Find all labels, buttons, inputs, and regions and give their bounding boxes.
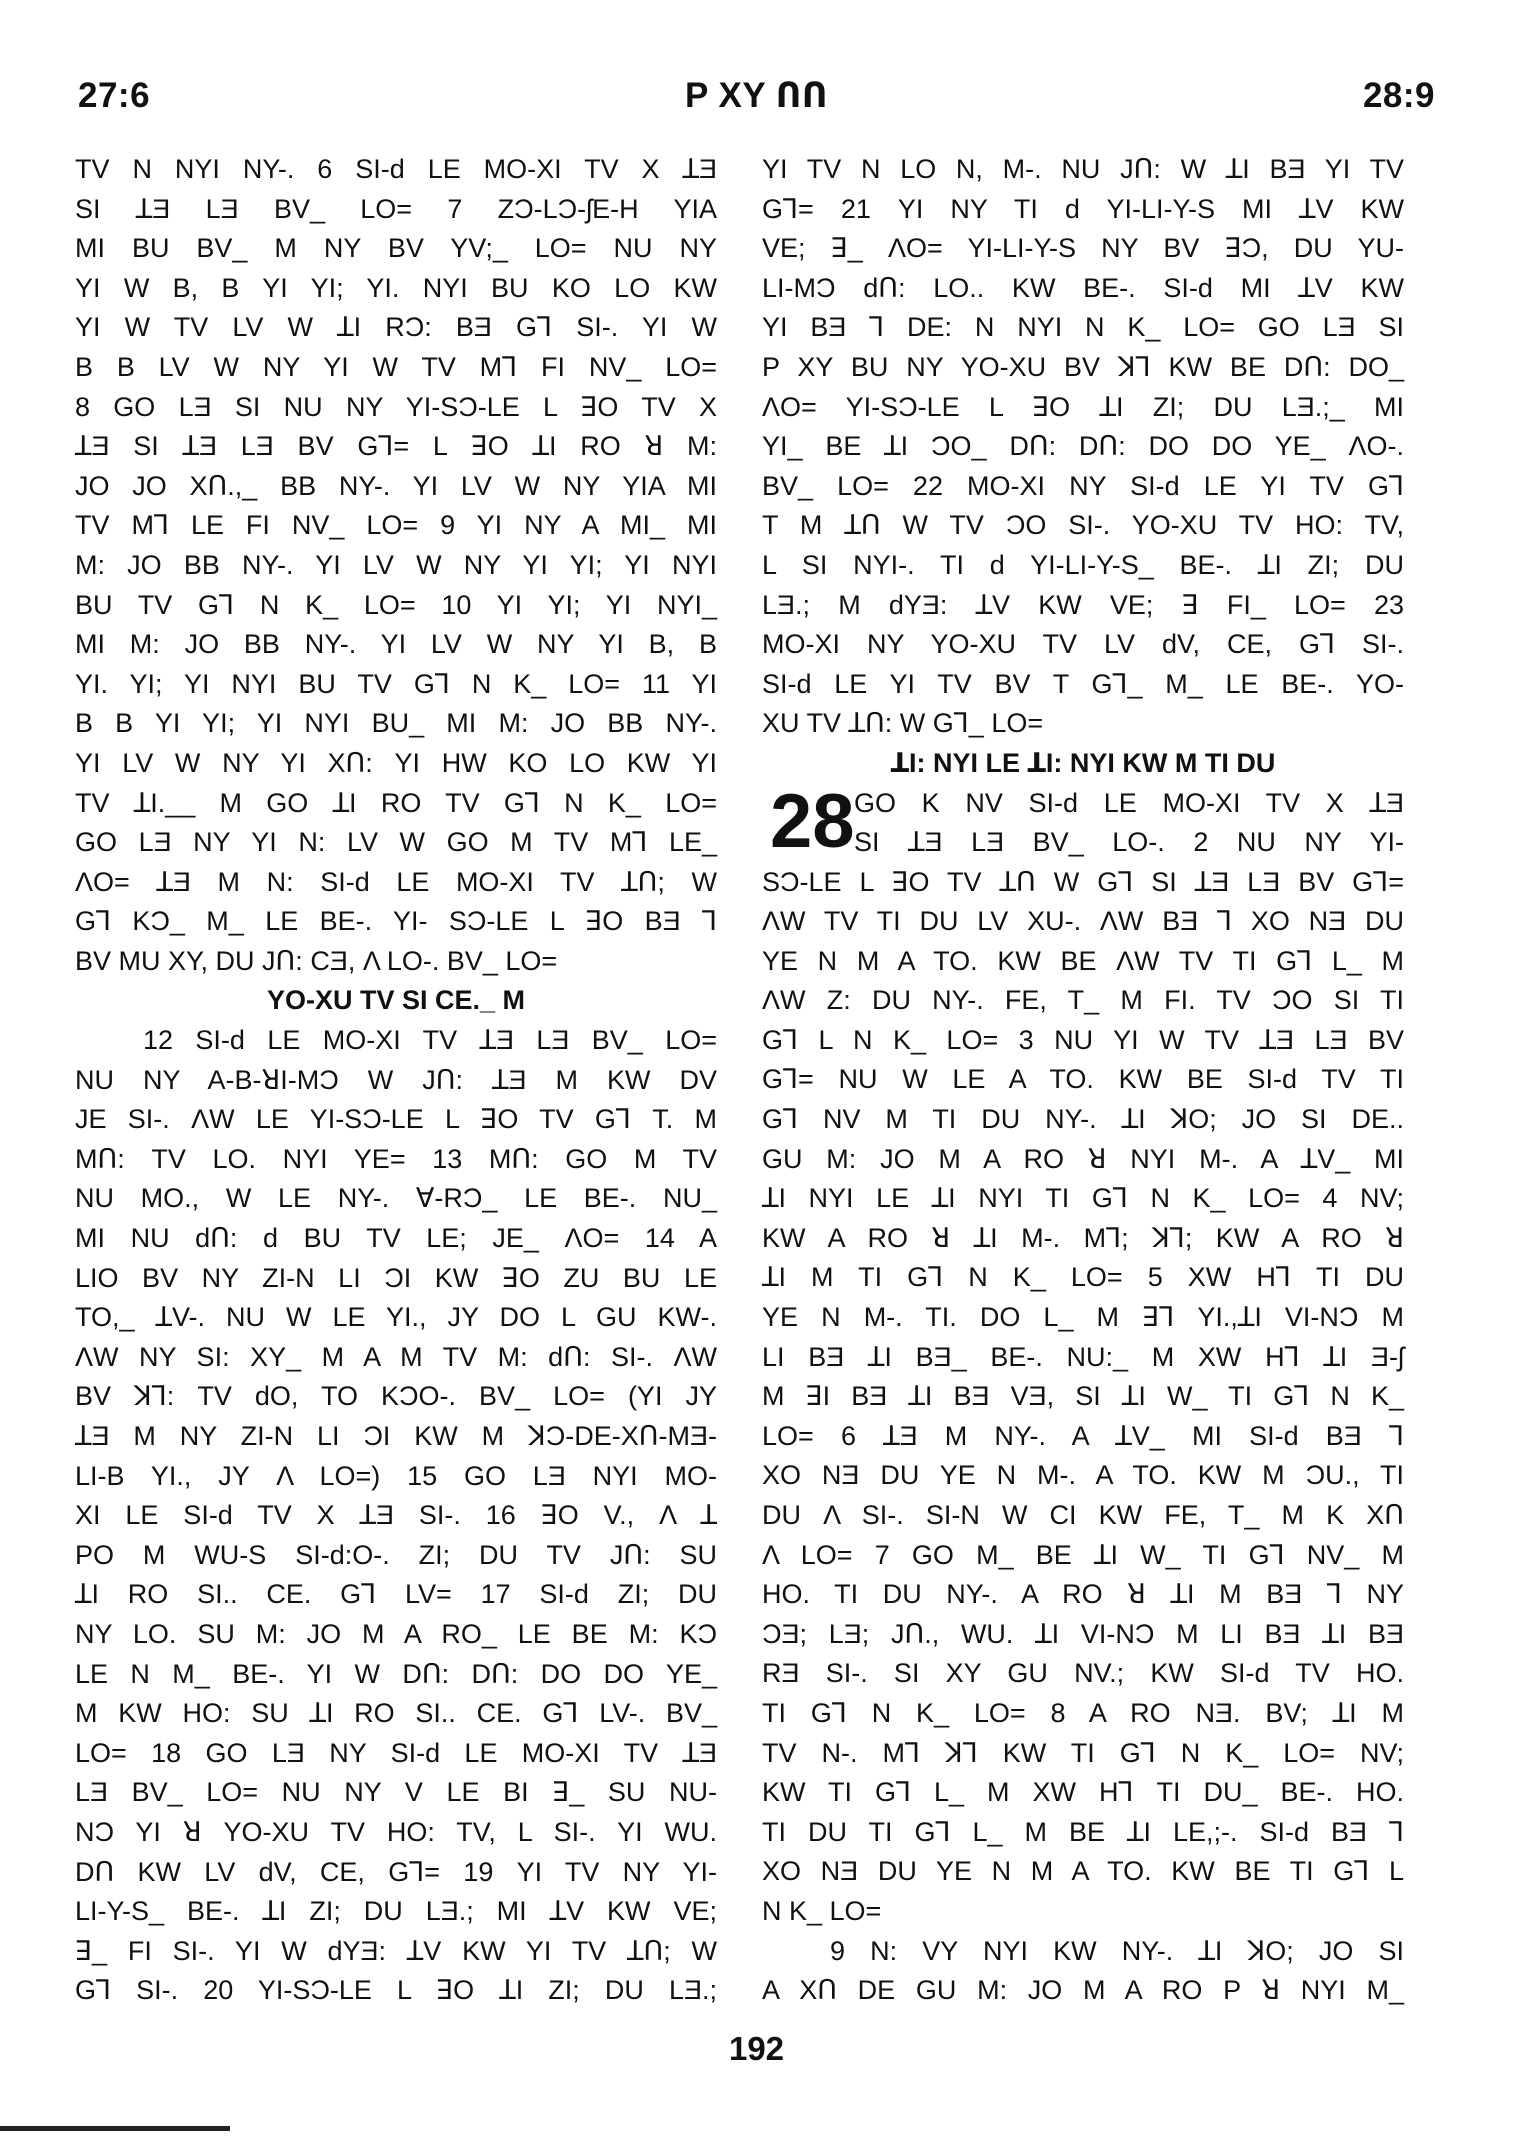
text-line: ꓕƎ SI ꓕƎ LƎ BV Gꓶ= L ꓱO ꓕI RO ꓤ M: <box>75 431 717 462</box>
chapter-number: 28 <box>770 778 855 864</box>
text-line: ꓕƎ M NY ZI-N LI ƆI KW M ꓘƆ-DE-XՈ-MƎ- <box>75 1421 717 1451</box>
text-line: GO LƎ NY YI N: LV W GO M TV Mꓶ LE_ <box>75 827 717 858</box>
text-line: 12 SI-d LE MO-XI TV ꓕƎ LƎ BV_ LO= <box>143 1025 717 1056</box>
text-line: M ꓱI BƎ ꓕI BƎ VƎ, SI ꓕI W_ TI Gꓶ N K_ <box>762 1381 1404 1412</box>
text-line: PO M WU-S SI-d:O-. ZI; DU TV JՈ: SU <box>75 1539 717 1570</box>
text-line: LƎ.; M dYƎ: ꓕV KW VE; ꓱ FI_ LO= 23 <box>762 589 1404 620</box>
text-line: ꓕI M TI Gꓶ N K_ LO= 5 XW Hꓶ TI DU <box>762 1262 1404 1293</box>
text-line: DU Λ SI-. SI-N W CI KW FE, T_ M K XՈ <box>762 1500 1404 1530</box>
chapter-start <box>762 778 1404 864</box>
text-line: HO. TI DU NY-. A RO ꓤ ꓕI M BƎ ꓶ NY <box>762 1579 1404 1610</box>
text-line: XI LE SI-d TV X ꓕƎ SI-. 16 ꓱO V., Λ ꓕ <box>75 1500 717 1531</box>
text-line: MՈ: TV LO. NYI YE= 13 MՈ: GO M TV <box>75 1143 717 1174</box>
text-line: KW TI Gꓶ L_ M XW Hꓶ TI DU_ BE-. HO. <box>762 1777 1404 1808</box>
text-line: Gꓶ= 21 YI NY TI d YI-LI-Y-S MI ꓕV KW <box>762 193 1404 224</box>
text-line: DՈ KW LV dV, CE, Gꓶ= 19 YI TV NY YI- <box>75 1856 717 1887</box>
text-line: SI ꓕƎ LƎ BV_ LO-. 2 NU NY YI- <box>854 827 1404 858</box>
text-line: XU TV ꓕՈ: W Gꓶ_ LO= <box>762 708 1044 739</box>
text-line: XO NƎ DU YE N M-. A TO. KW M ƆU., TI <box>762 1460 1404 1491</box>
scan-edge-line <box>0 2126 230 2131</box>
chapter-opening-lines <box>762 784 1404 863</box>
text-line: N K_ LO= <box>762 1895 882 1926</box>
section-heading: YO-XU TV SI CE._ M <box>266 985 526 1016</box>
right-column-bottom <box>762 863 1404 2011</box>
text-line: SƆ-LE L ꓱO TV ꓕՈ W Gꓶ SI ꓕƎ LƎ BV Gꓶ= <box>762 866 1404 897</box>
text-line: YI W B, B YI YI; YI. NYI BU KO LO KW <box>75 272 717 303</box>
text-line: JE SI-. ΛW LE YI-SƆ-LE L ꓱO TV Gꓶ T. M <box>75 1104 717 1135</box>
text-line: M: JO BB NY-. YI LV W NY YI YI; YI NYI <box>75 549 717 580</box>
text-line: T M ꓕՈ W TV ƆO SI-. YO-XU TV HO: TV, <box>762 510 1404 541</box>
text-line: LI-B YI., JY Λ LO=) 15 GO LƎ NYI MO- <box>75 1460 717 1491</box>
text-line: 8 GO LƎ SI NU NY YI-SƆ-LE L ꓱO TV X <box>75 391 717 422</box>
text-line: GO K NV SI-d LE MO-XI TV X ꓕƎ <box>854 787 1404 818</box>
text-line: TO,_ ꓕV-. NU W LE YI., JY DO L GU KW-. <box>75 1302 717 1333</box>
text-line: ꓕI NYI LE ꓕI NYI TI Gꓶ N K_ LO= 4 NV; <box>762 1183 1404 1214</box>
text-line: ΛO= YI-SƆ-LE L ꓱO ꓕI ZI; DU LƎ.;_ MI <box>762 391 1404 422</box>
text-line: NY LO. SU M: JO M A RO_ LE BE M: KƆ <box>75 1618 717 1649</box>
text-line: TV Mꓶ LE FI NV_ LO= 9 YI NY A MI_ MI <box>75 510 717 541</box>
text-line: MI NU dՈ: d BU TV LE; JE_ ΛO= 14 A <box>75 1223 717 1254</box>
text-line: LI BƎ ꓕI BƎ_ BE-. NU:_ M XW Hꓶ ꓕI Ǝ-ʃ <box>762 1341 1404 1372</box>
text-line: BV ꓘꓶ: TV dO, TO KƆO-. BV_ LO= (YI JY <box>75 1381 717 1412</box>
text-line: MI M: JO BB NY-. YI LV W NY YI B, B <box>75 629 717 660</box>
text-line: NƆ YI ꓤ YO-XU TV HO: TV, L SI-. YI WU. <box>75 1816 717 1847</box>
text-line: P XY BU NY YO-XU BV ꓘꓶ KW BE DՈ: DO_ <box>762 351 1404 382</box>
text-line: LO= 6 ꓕƎ M NY-. A ꓕV_ MI SI-d BƎ ꓶ <box>762 1420 1404 1451</box>
text-line: YI. YI; YI NYI BU TV Gꓶ N K_ LO= 11 YI <box>75 668 717 699</box>
text-line: TI Gꓶ N K_ LO= 8 A RO NƎ. BV; ꓕI M <box>762 1697 1404 1728</box>
text-line: Gꓶ L N K_ LO= 3 NU YI W TV ꓕƎ LƎ BV <box>762 1024 1404 1055</box>
text-line: ΛW Z: DU NY-. FE, T_ M FI. TV ƆO SI TI <box>762 985 1404 1016</box>
text-line: NU MO., W LE NY-. ꓯ-RƆ_ LE BE-. NU_ <box>75 1183 717 1214</box>
text-line: Gꓶ SI-. 20 YI-SƆ-LE L ꓱO ꓕI ZI; DU LƎ.; <box>75 1975 717 2006</box>
text-line: YI W TV LV W ꓕI RƆ: BƎ Gꓶ SI-. YI W <box>75 312 717 343</box>
text-line: MO-XI NY YO-XU TV LV dV, CE, Gꓶ SI-. <box>762 629 1404 660</box>
text-line: Gꓶ KƆ_ M_ LE BE-. YI- SƆ-LE L ꓱO BƎ ꓶ <box>75 906 717 937</box>
text-line: ΛO= ꓕƎ M N: SI-d LE MO-XI TV ꓕՈ; W <box>75 866 717 897</box>
running-head-right: 28:9 <box>1362 76 1435 115</box>
text-line: BV MU XY, DU JՈ: CƎ, Λ LO-. BV_ LO= <box>75 945 558 976</box>
text-line: ΛW NY SI: XY_ M A M TV M: dՈ: SI-. ΛW <box>75 1341 717 1372</box>
text-line: TV N NYI NY-. 6 SI-d LE MO-XI TV X ꓕƎ <box>75 154 717 184</box>
text-line: LO= 18 GO LƎ NY SI-d LE MO-XI TV ꓕƎ <box>75 1737 717 1768</box>
text-line: BV_ LO= 22 MO-XI NY SI-d LE YI TV Gꓶ <box>762 470 1404 501</box>
text-line: M KW HO: SU ꓕI RO SI.. CE. Gꓶ LV-. BV_ <box>75 1698 717 1729</box>
text-line: YE N M-. TI. DO L_ M ꓱꓶ YI.,ꓕI VI-NƆ M <box>762 1302 1404 1333</box>
text-line: ꓕI RO SI.. CE. Gꓶ LV= 17 SI-d ZI; DU <box>75 1579 717 1610</box>
text-line: LE N M_ BE-. YI W DՈ: DՈ: DO DO YE_ <box>75 1658 717 1689</box>
right-column-top <box>762 150 1404 784</box>
text-line: L SI NYI-. TI d YI-LI-Y-S_ BE-. ꓕI ZI; DU <box>762 549 1404 580</box>
text-line: TI DU TI Gꓶ L_ M BE ꓕI LE,;-. SI-d BƎ ꓶ <box>762 1816 1404 1847</box>
section-heading: ꓕI: NYI LE ꓕI: NYI KW M TI DU <box>890 747 1276 778</box>
running-head-title: P XY ՈՈ <box>685 76 828 115</box>
text-line: SI ꓕƎ LƎ BV_ LO= 7 ZƆ-LƆ-ʃE-H YIA <box>75 193 717 224</box>
text-line: YI TV N LO N, M-. NU JՈ: W ꓕI BƎ YI TV <box>762 154 1404 184</box>
text-line: YI LV W NY YI XՈ: YI HW KO LO KW YI <box>75 747 717 778</box>
text-line: SI-d LE YI TV BV T Gꓶ_ M_ LE BE-. YO- <box>762 668 1404 699</box>
text-line: VE; ꓱ_ ΛO= YI-LI-Y-S NY BV ꓱƆ, DU YU- <box>762 233 1404 264</box>
text-line: ꓱ_ FI SI-. YI W dYƎ: ꓕV KW YI TV ꓕՈ; W <box>75 1935 717 1966</box>
text-line: B B YI YI; YI NYI BU_ MI M: JO BB NY-. <box>75 708 717 739</box>
text-line: KW A RO ꓤ ꓕI M-. Mꓶ; ꓘꓶ; KW A RO ꓤ <box>762 1222 1404 1253</box>
text-line: JO JO XՈ.,_ BB NY-. YI LV W NY YIA MI <box>75 470 717 501</box>
text-line: LIO BV NY ZI-N LI ƆI KW ꓱO ZU BU LE <box>75 1262 717 1293</box>
text-line: TV N-. Mꓶ ꓘꓶ KW TI Gꓶ N K_ LO= NV; <box>762 1737 1404 1768</box>
text-line: GU M: JO M A RO ꓤ NYI M-. A ꓕV_ MI <box>762 1143 1404 1174</box>
text-line: LI-MƆ dՈ: LO.. KW BE-. SI-d MI ꓕV KW <box>762 272 1404 303</box>
text-line: LI-Y-S_ BE-. ꓕI ZI; DU LƎ.; MI ꓕV KW VE; <box>75 1896 717 1927</box>
text-line: BU TV Gꓶ N K_ LO= 10 YI YI; YI NYI_ <box>75 589 717 620</box>
text-line: B B LV W NY YI W TV Mꓶ FI NV_ LO= <box>75 351 717 382</box>
left-column <box>75 150 717 2011</box>
text-line: MI BU BV_ M NY BV YV;_ LO= NU NY <box>75 233 717 264</box>
text-line: TV ꓕI.__ M GO ꓕI RO TV Gꓶ N K_ LO= <box>75 787 717 818</box>
text-line: 9 N: VY NYI KW NY-. ꓕI ꓘO; JO SI <box>830 1935 1404 1966</box>
page-number: 192 <box>728 2030 785 2067</box>
text-line: YE N M A TO. KW BE ΛW TV TI Gꓶ L_ M <box>762 945 1404 976</box>
text-line: NU NY A-B-ꓤI-MƆ W JՈ: ꓕƎ M KW DV <box>75 1064 717 1095</box>
text-line: LƎ BV_ LO= NU NY V LE BI ꓱ_ SU NU- <box>75 1777 717 1808</box>
right-column <box>762 150 1404 2011</box>
text-line: Gꓶ= NU W LE A TO. KW BE SI-d TV TI <box>762 1064 1404 1095</box>
text-line: YI BƎ ꓶ DE: N NYI N K_ LO= GO LƎ SI <box>762 312 1404 343</box>
text-line: ƆƎ; LƎ; JՈ., WU. ꓕI VI-NƆ M LI BƎ ꓕI BƎ <box>762 1618 1404 1649</box>
text-line: RƎ SI-. SI XY GU NV.; KW SI-d TV HO. <box>762 1658 1404 1689</box>
text-line: Gꓶ NV M TI DU NY-. ꓕI ꓘO; JO SI DE.. <box>762 1104 1404 1135</box>
text-line: Λ LO= 7 GO M_ BE ꓕI W_ TI Gꓶ NV_ M <box>762 1539 1404 1570</box>
text-line: ΛW TV TI DU LV XU-. ΛW BƎ ꓶ XO NƎ DU <box>762 906 1404 937</box>
text-line: A XՈ DE GU M: JO M A RO P ꓤ NYI M_ <box>762 1975 1404 2006</box>
text-line: XO NƎ DU YE N M A TO. KW BE TI Gꓶ L <box>762 1856 1404 1887</box>
text-line: YI_ BE ꓕI ƆO_ DՈ: DՈ: DO DO YE_ ΛO-. <box>762 431 1404 462</box>
running-head-left: 27:6 <box>78 76 151 115</box>
